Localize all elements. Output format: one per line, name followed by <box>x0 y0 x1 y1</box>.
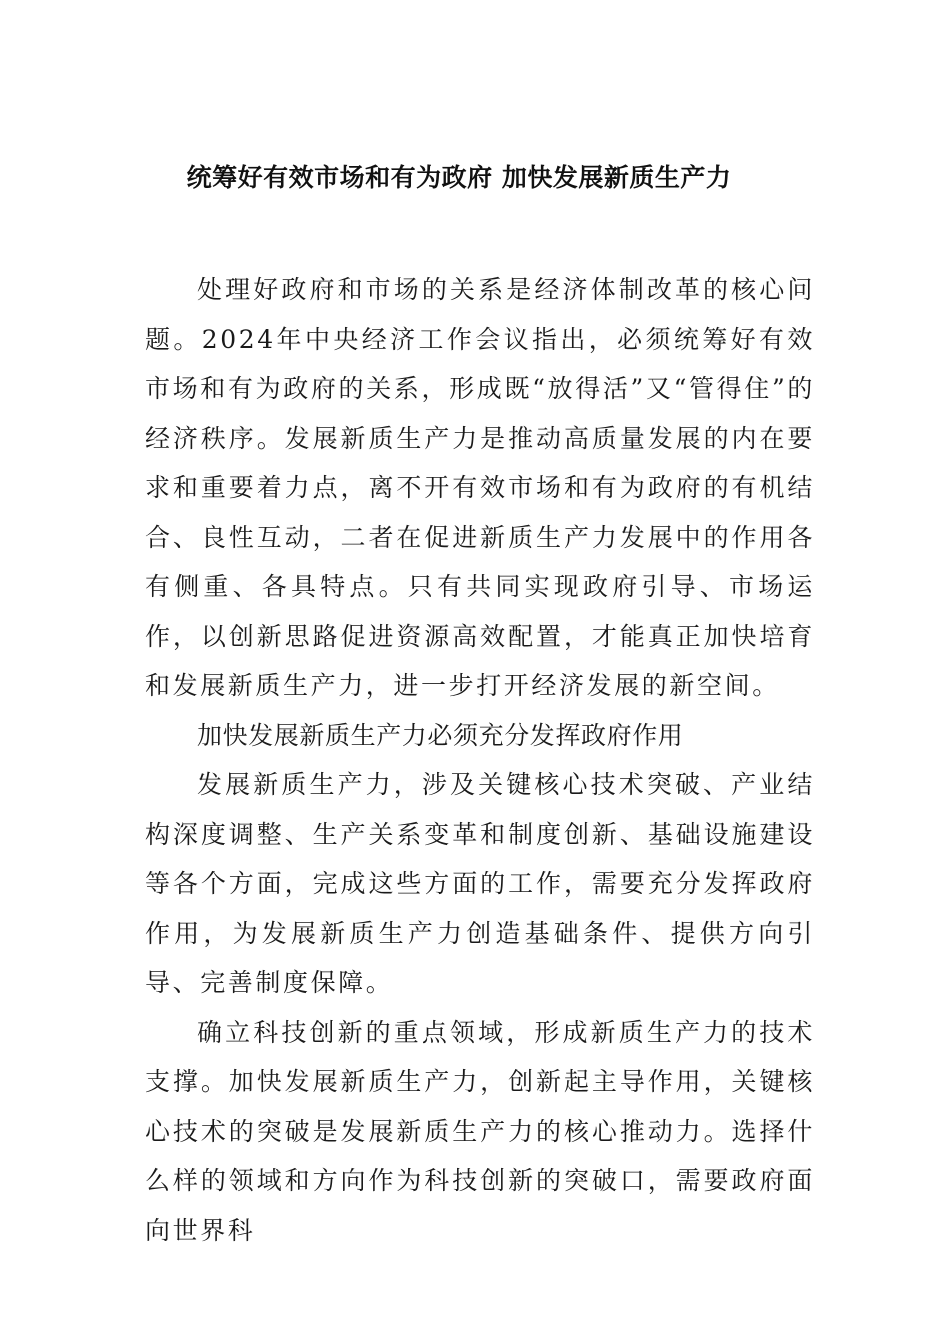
paragraph-government-role: 发展新质生产力，涉及关键核心技术突破、产业结构深度调整、生产关系变革和制度创新、基础设施建设等各个方面，完成这些方面的工作，需要充分发挥政府作用，为发展新质生产力创造基础条件、提供方向引导、完善制度保障。 <box>145 770 815 997</box>
document-title: 统筹好有效市场和有为政府 加快发展新质生产力 <box>186 163 732 192</box>
paragraph-tech-innovation: 确立科技创新的重点领域，形成新质生产力的技术支撑。加快发展新质生产力，创新起主导作用，关键核心技术的突破是发展新质生产力的核心推动力。选择什么样的领域和方向作为科技创新的突破口，需要政府面向世界科 <box>145 1017 815 1245</box>
section-heading: 加快发展新质生产力必须充分发挥政府作用 <box>197 720 684 750</box>
document-body <box>145 265 815 1255</box>
paragraph-intro: 处理好政府和市场的关系是经济体制改革的核心问题。2024年中央经济工作会议指出，必须统筹好有效市场和有为政府的关系，形成既“放得活”又“管得住”的经济秩序。发展新质生产力是推动高质量发展的内在要求和重要着力点，离不开有效市场和有为政府的有机结合、良性互动，二者在促进新质生产力发展中的作用各有侧重、各具特点。只有共同实现政府引导、市场运作，以创新思路促进资源高效配置，才能真正加快培育和发展新质生产力，进一步打开经济发展的新空间。 <box>145 275 815 700</box>
